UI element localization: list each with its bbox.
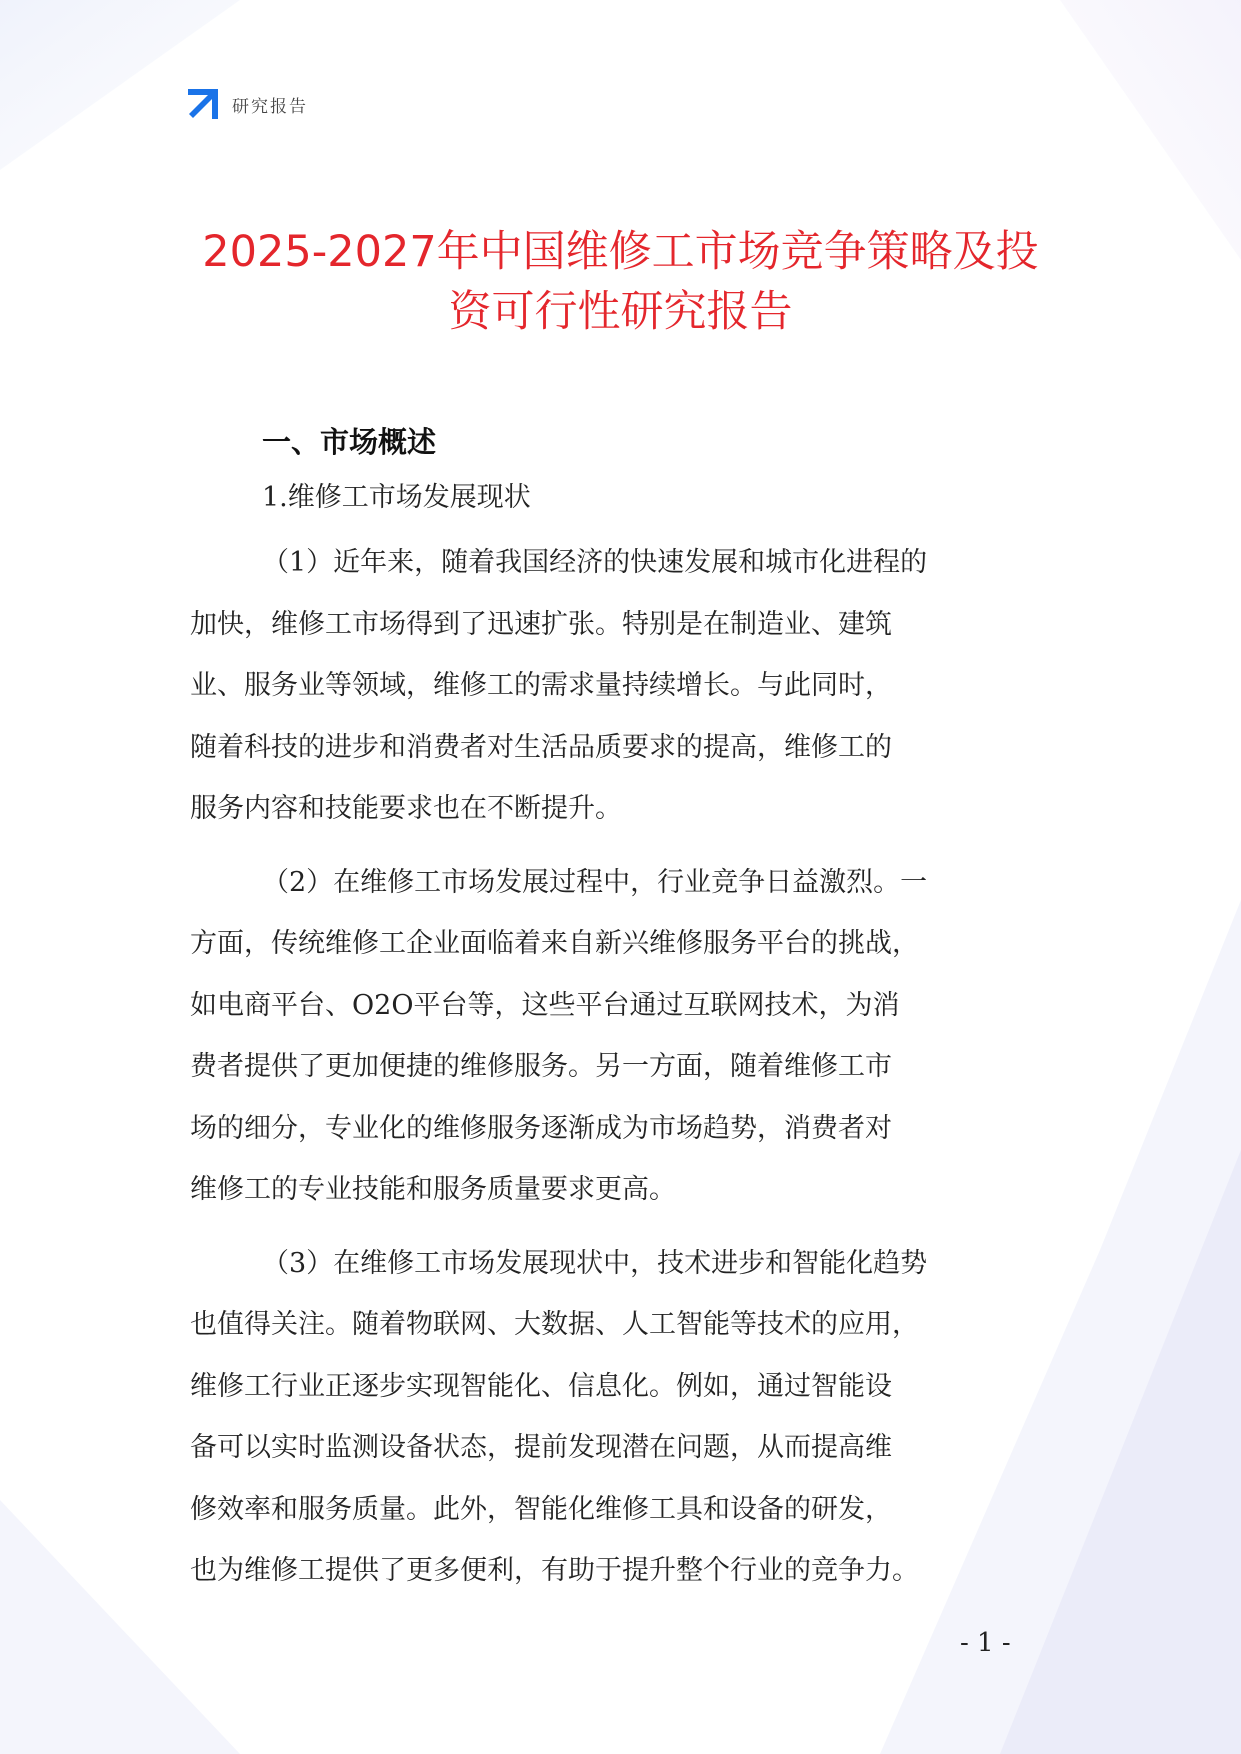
paragraph-line: 备可以实时监测设备状态，提前发现潜在问题，从而提高维 — [190, 1432, 892, 1463]
paragraph-line: 随着科技的进步和消费者对生活品质要求的提高，维修工的 — [190, 731, 892, 763]
paragraph — [190, 1233, 1050, 1602]
paragraph — [190, 852, 1050, 1221]
title-line: 资可行性研究报告 — [448, 287, 793, 337]
paragraph — [190, 532, 1050, 840]
paragraph-line: （3）在维修工市场发展现状中，技术进步和智能化趋势 — [262, 1247, 928, 1279]
paragraph-line: 维修工行业正逐步实现智能化、信息化。例如，通过智能设 — [190, 1370, 892, 1402]
arrow-up-right-icon — [186, 87, 220, 121]
document-body — [190, 420, 1050, 1602]
paragraph-line: 也为维修工提供了更多便利，有助于提升整个行业的竞争力。 — [190, 1555, 919, 1586]
section-heading: 一、市场概述 — [262, 425, 437, 459]
paragraph-line: 维修工的专业技能和服务质量要求更高。 — [190, 1174, 676, 1205]
paragraph-line: 方面，传统维修工企业面临着来自新兴维修服务平台的挑战， — [190, 928, 919, 959]
paragraph-line: 场的细分，专业化的维修服务逐渐成为市场趋势，消费者对 — [190, 1112, 892, 1144]
paragraph-line: 修效率和服务质量。此外，智能化维修工具和设备的研发， — [190, 1493, 892, 1525]
paragraph-line: 如电商平台、O2O平台等，这些平台通过互联网技术，为消 — [190, 989, 900, 1021]
report-title — [140, 222, 1101, 342]
paragraph-line: 也值得关注。随着物联网、大数据、人工智能等技术的应用， — [190, 1309, 919, 1340]
paragraph-line: 费者提供了更加便捷的维修服务。另一方面，随着维修工市 — [190, 1051, 892, 1082]
paragraph-line: 服务内容和技能要求也在不断提升。 — [190, 793, 622, 824]
page-number: - 1 - — [960, 1628, 1011, 1658]
brand-label: 研究报告 — [232, 96, 308, 117]
paragraph-line: 加快，维修工市场得到了迅速扩张。特别是在制造业、建筑 — [190, 608, 892, 640]
paragraph-line: 业、服务业等领域，维修工的需求量持续增长。与此同时， — [190, 670, 892, 701]
title-line: 2025-2027年中国维修工市场竞争策略及投 — [202, 227, 1039, 277]
paragraph-line: （1）近年来，随着我国经济的快速发展和城市化进程的 — [262, 547, 928, 578]
paragraph-line: （2）在维修工市场发展过程中，行业竞争日益激烈。一 — [262, 866, 928, 898]
subsection-heading: 1.维修工市场发展现状 — [262, 482, 531, 513]
report-header — [186, 86, 308, 122]
